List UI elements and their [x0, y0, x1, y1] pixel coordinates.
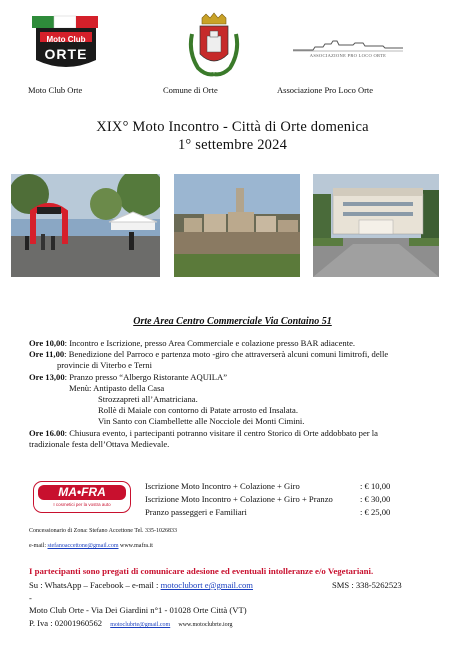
price-value-3: : € 25,00: [360, 507, 391, 517]
participant-notice: I partecipanti sono pregati di comunicare adesione ed eventuali intolleranze e/o Vegetariani.: [29, 566, 374, 576]
price-value-1: : € 10,00: [360, 481, 391, 491]
club-website[interactable]: www.motoclubrte.iorg: [178, 622, 233, 628]
moto-club-caption: Moto Club Orte: [28, 85, 83, 95]
mafra-tagline: I cosmetici per la vostra auto: [53, 502, 111, 507]
menu-line-1: Menù: Antipasto della Casa: [69, 382, 165, 393]
logo-text-bottom: ORTE: [44, 46, 88, 62]
menu-line-3: Rollè di Maiale con contorno di Patate arrosto ed Insalata.: [98, 405, 298, 416]
contact-sms: SMS : 338-5262523: [332, 580, 402, 590]
program-item-1600-cont: tradizionale festa dell’Ottava Medievale.: [29, 438, 170, 449]
moto-club-logo-block: [27, 12, 105, 76]
event-title-line2: 1° settembre 2024: [177, 137, 288, 153]
program-item-1100: Ore 11,00: Benedizione del Parroco e partenza moto -giro che attraverserà alcuni comuni limitrofi, delle: [29, 349, 389, 360]
pro-loco-caption: Associazione Pro Loco Orte: [277, 85, 374, 95]
sponsor-contact: e-mail: stefanoaccettone@gmail.com www.mafra.it: [29, 543, 153, 549]
price-label-3: Pranzo passeggeri e Familiari: [145, 507, 247, 517]
price-label-2: Iscrizione Moto Incontro + Colazione + Giro + Pranzo: [145, 494, 333, 504]
venue-heading: Orte Area Centro Commerciale Via Containo 51: [133, 316, 332, 327]
program-item-1600: Ore 16.00: Chiusura evento, i partecipanti potranno visitare il centro Storico di Orte addobbato per la: [29, 427, 378, 438]
photo-orte-town: [174, 174, 300, 277]
program-item-1300: Ore 13,00: Pranzo presso “Albergo Ristorante AQUILA”: [29, 371, 228, 382]
mafra-logo: [33, 481, 131, 513]
moto-club-logo: [30, 12, 102, 76]
club-email-link[interactable]: motoclubrte@gmail.com: [110, 622, 171, 628]
contact-email-link[interactable]: motoclubort e@gmail.com: [160, 580, 253, 590]
pro-loco-logo-text: ASSOCIAZIONE PRO LOCO ORTE: [309, 53, 387, 58]
program-item-1100-cont: provincie di Viterbo e Terni: [57, 360, 152, 371]
photo-event-arch: [11, 174, 160, 277]
menu-line-4: Vin Santo con Ciambellette alle Nocciole dei Monti Cimini.: [98, 416, 305, 427]
sponsor-email-link[interactable]: stefanoaccettone@gmail.com: [47, 543, 119, 549]
mafra-logo-text: MA•FRA: [38, 485, 126, 500]
pro-loco-skyline-icon: [293, 38, 403, 52]
comune-coat-of-arms-icon: [188, 12, 240, 80]
program-item-1000: Ore 10,00: Incontro e Iscrizione, presso Area Commerciale e colazione presso BAR adiacente.: [29, 338, 356, 348]
menu-line-2: Strozzapreti all’Amatriciana.: [98, 394, 198, 405]
price-value-2: : € 30,00: [360, 494, 391, 504]
concession-text: Concessionario di Zona: Stefano Accettone Tel. 335-1026833: [29, 528, 177, 534]
club-vat-line: P. Iva : 02001960562 motoclubrte@gmail.com www.motoclubrte.iorg: [29, 618, 233, 628]
contacts-line: Su : WhatsApp – Facebook – e-mail : motoclubort e@gmail.com: [29, 580, 253, 590]
club-address: Moto Club Orte - Via Dei Giardini n°1 - 01028 Orte Città (VT): [29, 605, 247, 615]
program: [29, 338, 439, 450]
logo-text-top: Moto Club: [46, 35, 86, 44]
photo-hotel-aquila: [313, 174, 439, 277]
comune-caption: Comune di Orte: [163, 85, 218, 95]
contact-dash: -: [29, 593, 32, 603]
event-title-line1: XIX° Moto Incontro - Città di Orte domenica: [96, 119, 369, 135]
price-label-1: Iscrizione Moto Incontro + Colazione + Giro: [145, 481, 300, 491]
